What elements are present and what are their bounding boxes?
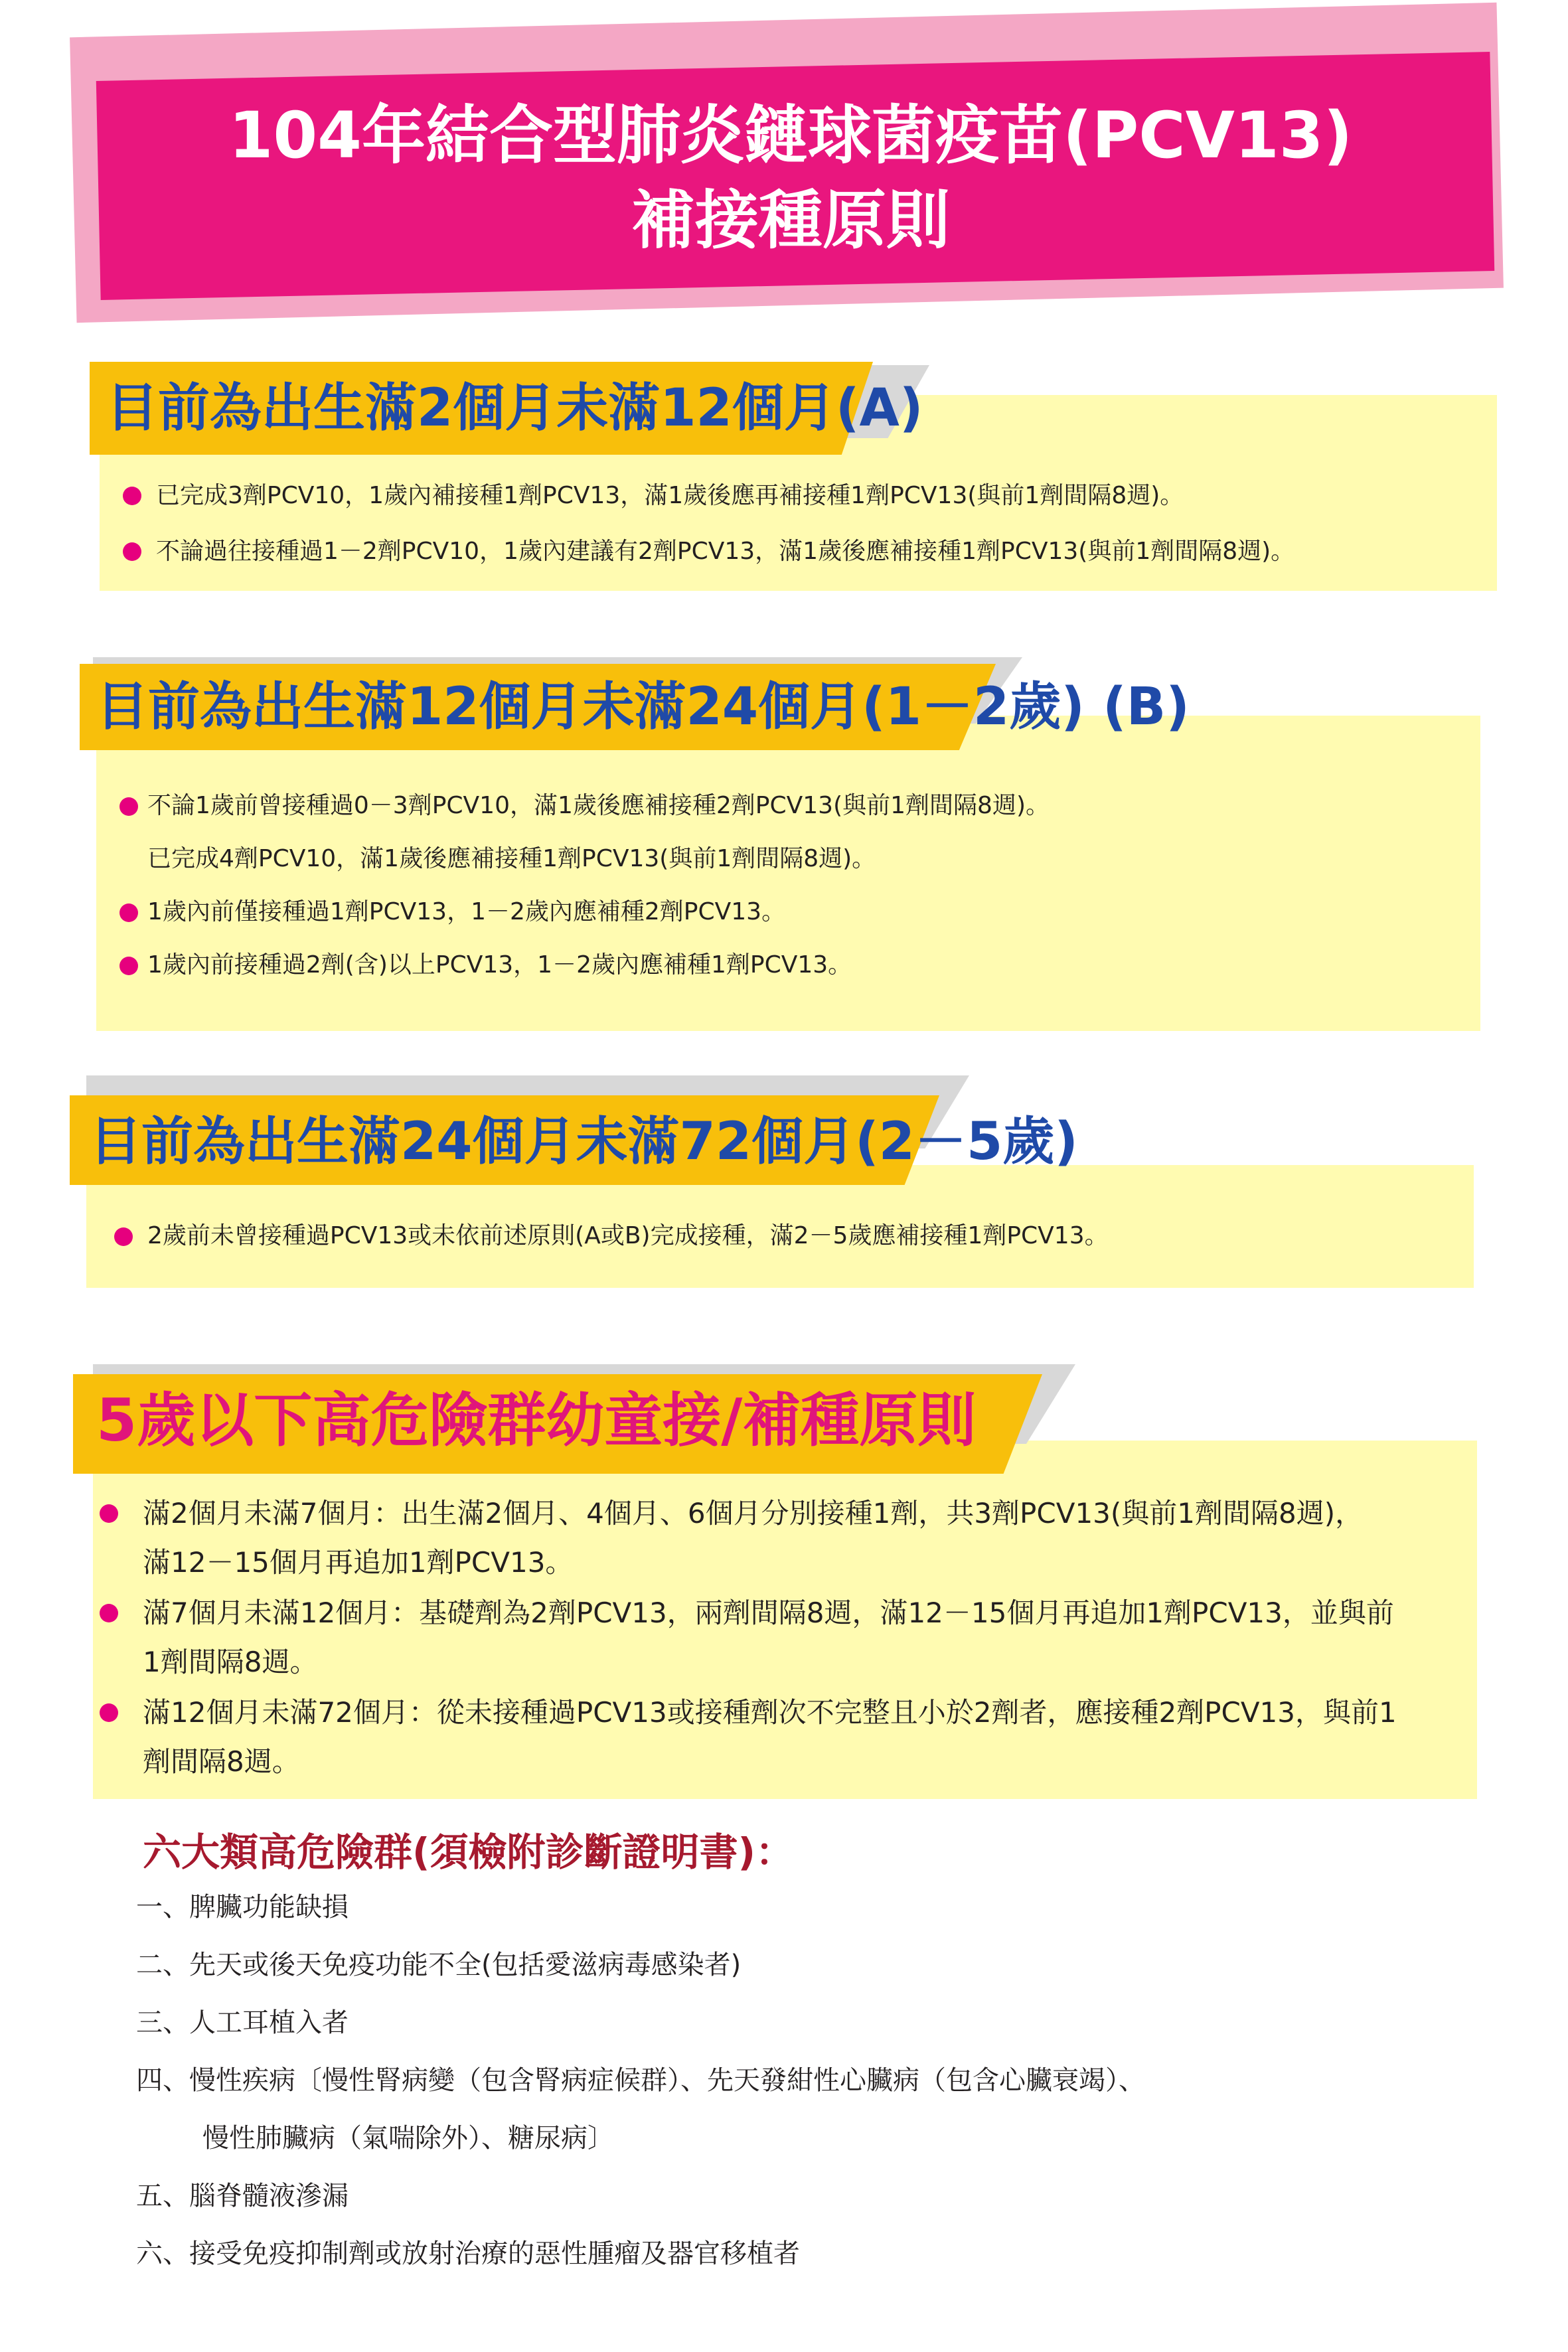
bullet-icon (119, 957, 138, 975)
page-title-line-1: 104年結合型肺炎鏈球菌疫苗(PCV13) (228, 98, 1353, 173)
page-title-line-2: 補接種原則 (631, 183, 950, 258)
section-a-item-2: 不論過往接種過1－2劑PCV10，1歲內建議有2劑PCV13，滿1歲後應補接種1劑PCV13(與前1劑間隔8週)。 (156, 538, 1295, 565)
bullet-icon (123, 487, 141, 505)
bullet-icon (119, 903, 138, 922)
section-d-item-3-cont: 劑間隔8週。 (143, 1745, 300, 1778)
bullet-icon (100, 1703, 118, 1722)
high-risk-item-5: 五、腦脊髓液滲漏 (136, 2181, 349, 2211)
section-a-heading: 目前為出生滿2個月未滿12個月(A) (106, 378, 923, 438)
bullet-icon (100, 1604, 118, 1622)
high-risk-item-1: 一、脾臟功能缺損 (136, 1892, 349, 1922)
bullet-icon (100, 1504, 118, 1523)
high-risk-item-2: 二、先天或後天免疫功能不全(包括愛滋病毒感染者) (136, 1950, 742, 1980)
section-d-item-2: 滿7個月未滿12個月：基礎劑為2劑PCV13，兩劑間隔8週，滿12－15個月再追加1劑PCV13，並與前 (143, 1597, 1394, 1629)
section-d-item-3: 滿12個月未滿72個月：從未接種過PCV13或接種劑次不完整且小於2劑者，應接種2劑PCV13，與前1 (143, 1696, 1397, 1729)
high-risk-item-3: 三、人工耳植入者 (136, 2007, 349, 2038)
section-d-item-2-cont: 1劑間隔8週。 (143, 1646, 318, 1678)
high-risk-item-6: 六、接受免疫抑制劑或放射治療的惡性腫瘤及器官移植者 (136, 2238, 800, 2269)
section-b-item-1: 不論1歲前曾接種過0－3劑PCV10，滿1歲後應補接種2劑PCV13(與前1劑間隔8週)。 (147, 792, 1050, 819)
section-b-heading: 目前為出生滿12個月未滿24個月(1－2歲) (B) (96, 677, 1190, 737)
bullet-icon (114, 1227, 133, 1246)
section-d-item-1: 滿2個月未滿7個月：出生滿2個月、4個月、6個月分別接種1劑，共3劑PCV13(與前1劑間隔8週)， (143, 1497, 1364, 1529)
high-risk-item-4-cont: 慢性肺臟病（氣喘除外）、糖尿病〕 (202, 2123, 614, 2154)
page-title (0, 93, 1568, 263)
section-b-item-3: 1歲內前僅接種過1劑PCV13，1－2歲內應補種2劑PCV13。 (147, 898, 786, 925)
bullet-icon (123, 542, 141, 561)
section-b-item-4: 1歲內前接種過2劑(含)以上PCV13，1－2歲內應補種1劑PCV13。 (147, 951, 852, 979)
section-a-item-1: 已完成3劑PCV10，1歲內補接種1劑PCV13，滿1歲後應再補接種1劑PCV13(與前1劑間隔8週)。 (156, 482, 1184, 509)
bullet-icon (119, 797, 138, 816)
section-d-heading: 5歲以下高危險群幼童接/補種原則 (96, 1386, 977, 1454)
section-d-item-1-cont: 滿12－15個月再追加1劑PCV13。 (143, 1546, 574, 1579)
section-c-item-1: 2歲前未曾接種過PCV13或未依前述原則(A或B)完成接種，滿2－5歲應補接種1劑PCV13。 (147, 1222, 1109, 1249)
high-risk-item-4: 四、慢性疾病〔慢性腎病變（包含腎病症候群）、先天發紺性心臟病（包含心臟衰竭）、 (136, 2065, 1145, 2096)
high-risk-title: 六大類高危險群(須檢附診斷證明書)： (143, 1830, 795, 1875)
section-c-heading: 目前為出生滿24個月未滿72個月(2－5歲) (90, 1112, 1078, 1172)
section-b-item-2: 已完成4劑PCV10，滿1歲後應補接種1劑PCV13(與前1劑間隔8週)。 (147, 845, 876, 872)
